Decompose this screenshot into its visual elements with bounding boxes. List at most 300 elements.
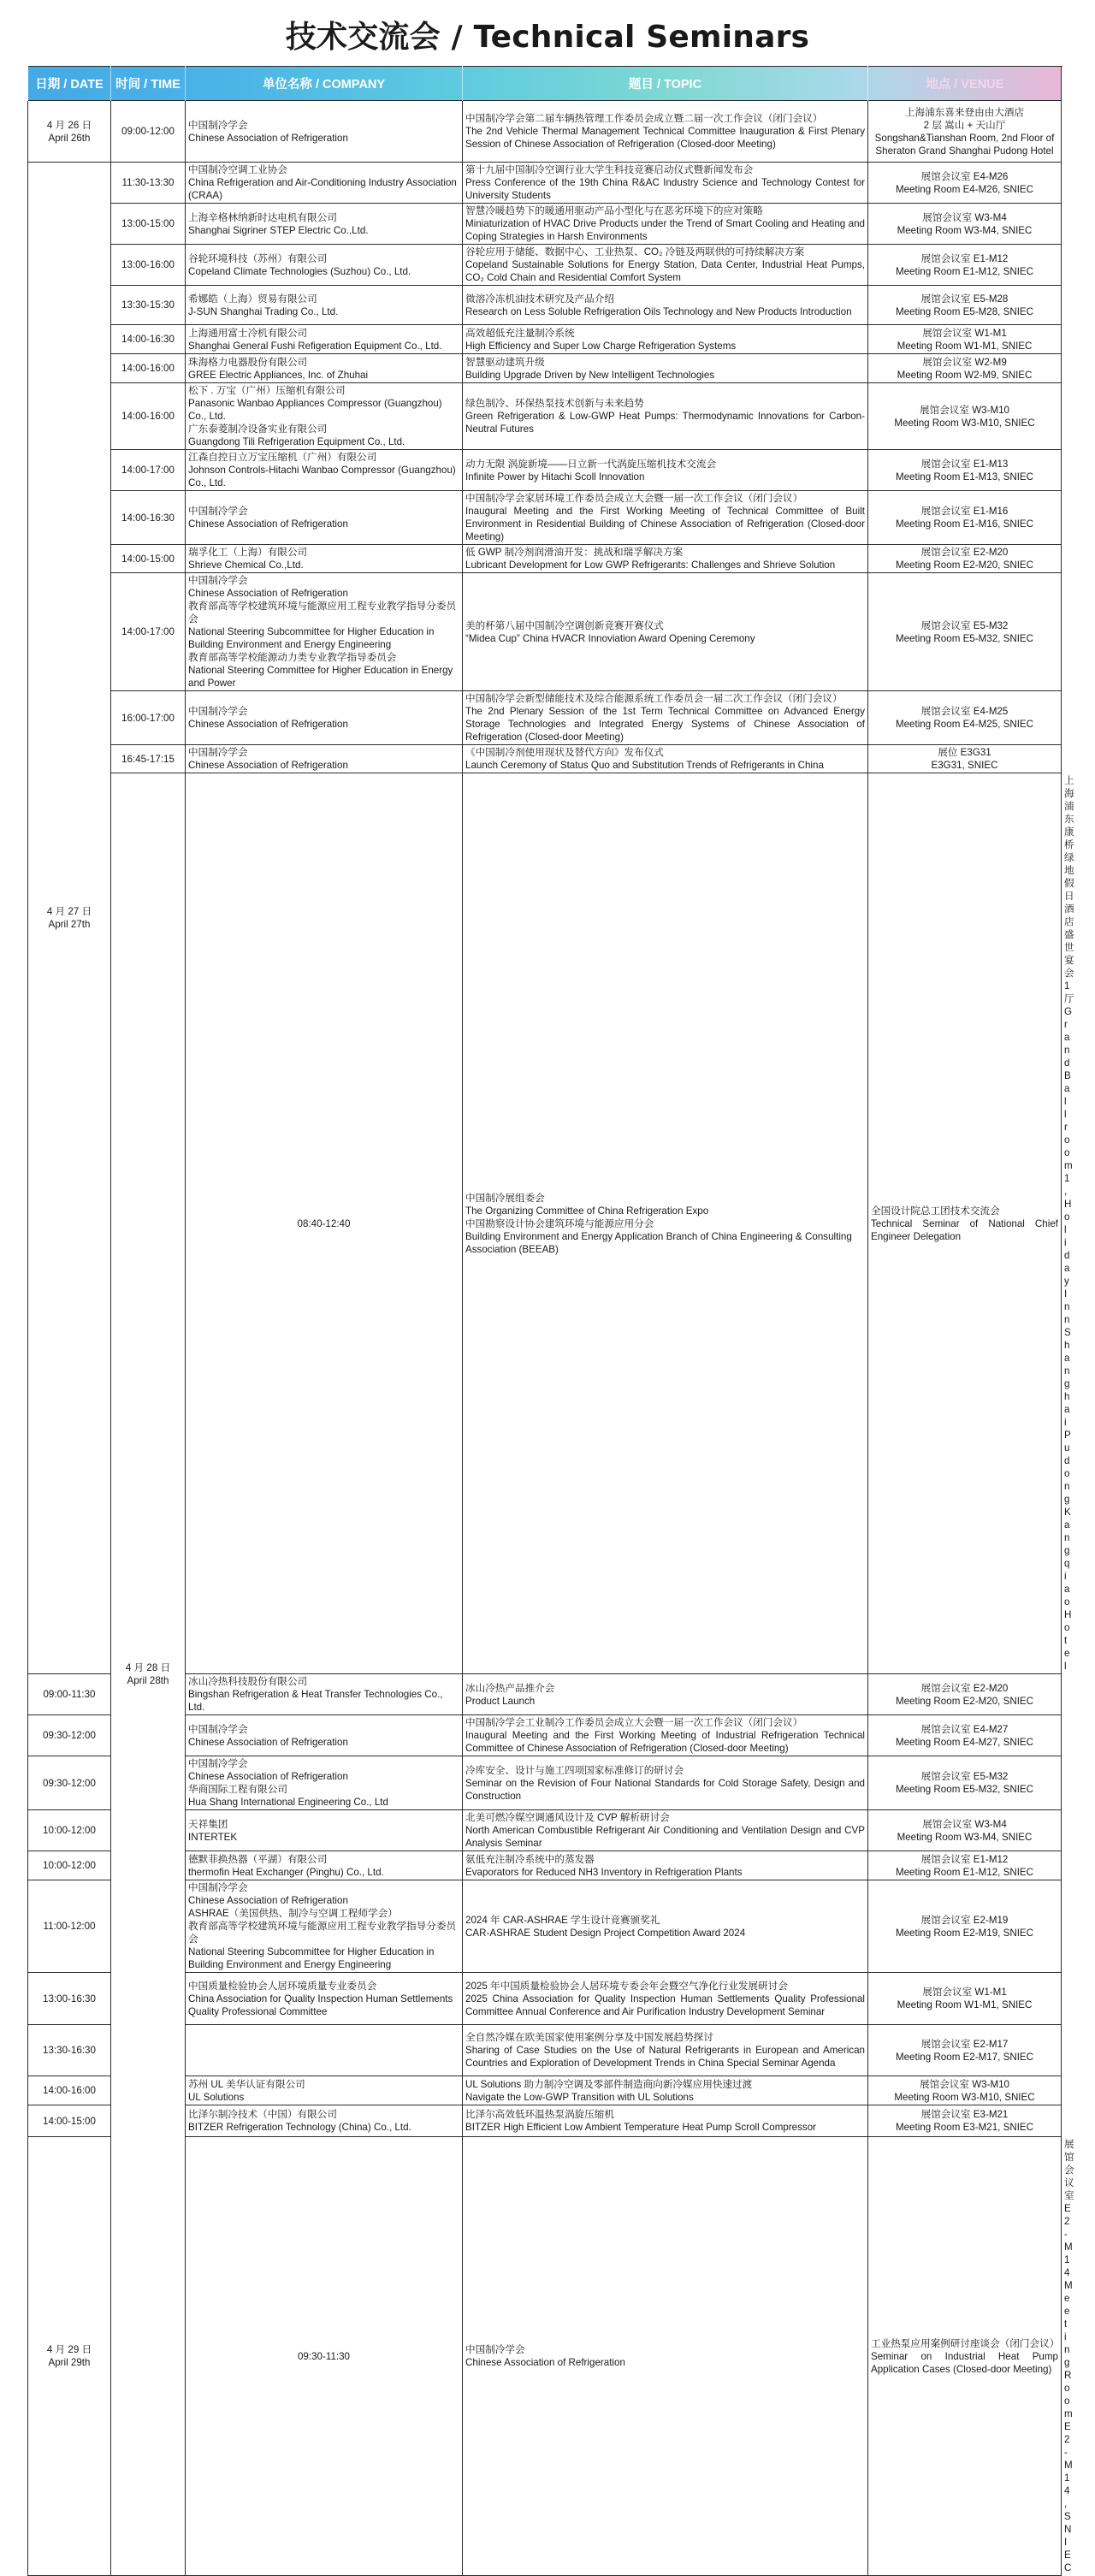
topic-cell bbox=[463, 450, 868, 491]
topic-line: 全国设计院总工团技术交流会 bbox=[871, 1205, 1000, 1217]
time-cell: 13:30-16:30 bbox=[28, 2025, 111, 2076]
topic-line: 第十九届中国制冷空调行业大学生科技竞赛启动仪式暨新闻发布会 bbox=[465, 164, 754, 175]
company-line: 松下 . 万宝（广州）压缩机有限公司 bbox=[188, 385, 346, 396]
venue-cell bbox=[868, 691, 1062, 745]
time-cell: 16:00-17:00 bbox=[111, 691, 186, 745]
venue-cell bbox=[868, 2105, 1062, 2137]
company-line: Chinese Association of Refrigeration bbox=[188, 1771, 348, 1782]
venue-line: 上海浦东喜来登由由大酒店 bbox=[904, 106, 1025, 118]
table-row: 4 月 29 日 April 29th 09:30-11:30 中国制冷学会 Chinese Association of Refrigeration 工业热泵应用案例研讨座谈会（闭门会议） Seminar on Industrial Heat Pump Application Cases (Closed-door Meeting) 展馆会议室 E2-M14 Meeting Room E2-M14, SNIEC bbox=[28, 2137, 1062, 2576]
company-line: UL Solutions bbox=[188, 2091, 245, 2103]
header-row bbox=[28, 67, 1062, 101]
company-line: 德默菲换热器（平湖）有限公司 bbox=[188, 1853, 328, 1865]
company-line: 教育部高等学校建筑环境与能源应用工程专业教学指导分委员会 bbox=[188, 601, 457, 625]
topic-line: 动力无限 涡旋新境——日立新一代涡旋压缩机技术交流会 bbox=[465, 458, 717, 470]
topic-line: Sharing of Case Studies on the Use of Natural Refrigerants in European and American Countries and Exploration of Development Trends in China Special Seminar Agenda bbox=[465, 2045, 865, 2069]
topic-line: 谷轮应用于储能、数据中心、工业热泵、CO₂ 冷链及两联供的可持续解决方案 bbox=[465, 246, 805, 258]
venue-line: 展馆会议室 E2-M20 bbox=[920, 1682, 1009, 1694]
table-row bbox=[28, 491, 1062, 545]
venue-line: 展馆会议室 W3-M10 bbox=[920, 404, 1009, 416]
table-row bbox=[28, 101, 1062, 163]
company-line: 希娜皓（上海）贸易有限公司 bbox=[188, 293, 317, 305]
topic-line: Product Launch bbox=[465, 1695, 536, 1707]
topic-line: 中国制冷学会工业制冷工作委员会成立大会暨一届一次工作会议（闭门会议） bbox=[465, 1717, 803, 1728]
topic-cell bbox=[463, 163, 868, 204]
company-line: 中国勘察设计协会建筑环境与能源应用分会 bbox=[465, 1217, 654, 1229]
topic-cell bbox=[463, 545, 868, 573]
company-line: BITZER Refrigeration Technology (China) Co., Ltd. bbox=[188, 2122, 411, 2133]
topic-line: 绿色制冷、环保热泵技术创新与未来趋势 bbox=[465, 398, 644, 409]
venue-line: 展馆会议室 W2-M9 bbox=[922, 356, 1007, 368]
d26-line: April 26th bbox=[48, 132, 91, 144]
time-cell: 13:00-16:00 bbox=[111, 245, 186, 286]
company-line: 比泽尔制冷技术（中国）有限公司 bbox=[188, 2109, 337, 2120]
time-cell: 09:00-12:00 bbox=[111, 101, 186, 163]
topic-cell bbox=[463, 1973, 868, 2025]
topic-cell bbox=[463, 286, 868, 325]
venue-cell bbox=[868, 1851, 1062, 1880]
topic-line: CAR-ASHRAE Student Design Project Competition Award 2024 bbox=[465, 1927, 746, 1939]
time-cell: 14:00-16:30 bbox=[111, 325, 186, 354]
venue-line: Meeting Room E2-M19, SNIEC bbox=[895, 1927, 1034, 1939]
time-cell: 14:00-16:00 bbox=[111, 383, 186, 450]
company-line: Chinese Association of Refrigeration bbox=[188, 588, 348, 599]
venue-line: 展馆会议室 E5-M28 bbox=[920, 293, 1009, 305]
company-line: China Association for Quality Inspection Human Settlements Quality Professional Committee bbox=[188, 1993, 453, 2017]
table-row bbox=[28, 450, 1062, 491]
company-line: J-SUN Shanghai Trading Co., Ltd. bbox=[188, 305, 339, 317]
venue-line: Meeting Room E4-M25, SNIEC bbox=[895, 719, 1034, 730]
topic-line: 北美可燃冷媒空调通风设计及 CVP 解析研讨会 bbox=[465, 1812, 670, 1823]
venue-line: Meeting Room E5-M32, SNIEC bbox=[895, 1784, 1034, 1795]
topic-line: 全自然冷媒在欧美国家使用案例分享及中国发展趋势探讨 bbox=[465, 2032, 713, 2043]
company-line: Chinese Association of Refrigeration bbox=[188, 1736, 348, 1748]
company-cell bbox=[186, 573, 463, 691]
venue-line: Meeting Room E4-M26, SNIEC bbox=[895, 183, 1034, 195]
venue-line: Meeting Room W3-M4, SNIEC bbox=[897, 224, 1033, 236]
company-line: 华商国际工程有限公司 bbox=[188, 1784, 287, 1795]
venue-line: Meeting Room W2-M9, SNIEC bbox=[897, 369, 1033, 381]
topic-cell bbox=[463, 2105, 868, 2137]
venue-line: 展馆会议室 E1-M16 bbox=[920, 506, 1009, 517]
venue-line: Meeting Room E1-M12, SNIEC bbox=[895, 265, 1034, 277]
table-row bbox=[28, 545, 1062, 573]
time-cell: 14:00-17:00 bbox=[111, 450, 186, 491]
topic-cell bbox=[463, 691, 868, 745]
topic-cell bbox=[463, 573, 868, 691]
company-cell bbox=[186, 1851, 463, 1880]
company-cell bbox=[186, 1973, 463, 2025]
time-cell: 14:00-16:00 bbox=[111, 354, 186, 383]
venue-line: Meeting Room W3-M4, SNIEC bbox=[897, 1831, 1033, 1843]
company-cell bbox=[186, 691, 463, 745]
company-line: National Steering Subcommittee for Higher Education in Building Environment and Energy Engineering bbox=[188, 626, 435, 650]
topic-line: Press Conference of the 19th China R&AC Industry Science and Technology Contest for University Students bbox=[465, 177, 865, 201]
topic-line: 2025 年中国质量检验协会人居环境专委会年会暨空气净化行业发展研讨会 bbox=[465, 1980, 788, 1992]
venue-line: Meeting Room E5-M32, SNIEC bbox=[895, 632, 1034, 644]
table-row bbox=[28, 163, 1062, 204]
venue-cell bbox=[868, 545, 1062, 573]
company-line: The Organizing Committee of China Refrigeration Expo bbox=[465, 1205, 709, 1217]
venue-cell bbox=[868, 1880, 1062, 1973]
company-line: 上海辛格林纳新时达电机有限公司 bbox=[188, 211, 337, 223]
seminar-table bbox=[27, 66, 1074, 2576]
venue-cell bbox=[868, 450, 1062, 491]
company-cell bbox=[186, 245, 463, 286]
topic-line: Building Upgrade Driven by New Intelligent Technologies bbox=[465, 369, 715, 381]
topic-cell bbox=[463, 1810, 868, 1851]
company-line: 珠海格力电器股份有限公司 bbox=[188, 356, 308, 368]
company-cell bbox=[463, 2137, 868, 2576]
company-cell bbox=[186, 2105, 463, 2137]
company-line: 上海通用富士冷机有限公司 bbox=[188, 327, 308, 339]
venue-cell bbox=[868, 573, 1062, 691]
company-line: 中国制冷学会 bbox=[188, 747, 248, 758]
company-line: 苏州 UL 美华认证有限公司 bbox=[188, 2078, 305, 2090]
venue-line: Meeting Room E4-M27, SNIEC bbox=[895, 1736, 1034, 1748]
time-cell: 11:00-12:00 bbox=[28, 1880, 111, 1973]
company-line: Chinese Association of Refrigeration bbox=[188, 518, 348, 530]
d28-line: 4 月 28 日 bbox=[125, 1662, 171, 1673]
topic-line: North American Combustible Refrigerant Air Conditioning and Ventilation Design and CVP Analysis Seminar bbox=[465, 1825, 865, 1849]
company-line: Guangdong Tili Refrigeration Equipment Co., Ltd. bbox=[188, 436, 405, 447]
table-row bbox=[28, 691, 1062, 745]
company-cell bbox=[186, 354, 463, 383]
company-line: 教育部高等学校建筑环境与能源应用工程专业教学指导分委员会 bbox=[188, 1921, 457, 1945]
company-line: Panasonic Wanbao Appliances Compressor (Guangzhou) Co., Ltd. bbox=[188, 398, 442, 422]
topic-line: 冰山冷热产品推介会 bbox=[465, 1682, 555, 1694]
company-line: 教育部高等学校能源动力类专业教学指导委员会 bbox=[188, 652, 397, 663]
company-line: 中国制冷学会 bbox=[465, 2344, 525, 2355]
table-row bbox=[28, 325, 1062, 354]
venue-cell bbox=[868, 1973, 1062, 2025]
topic-line: Technical Seminar of National Chief Engineer Delegation bbox=[871, 1217, 1058, 1242]
topic-line: Seminar on the Revision of Four National Standards for Cold Storage Safety, Design and Construction bbox=[465, 1777, 865, 1802]
company-line: 中国制冷学会 bbox=[188, 1723, 248, 1735]
venue-cell bbox=[868, 1756, 1062, 1810]
venue-cell bbox=[868, 325, 1062, 354]
company-cell bbox=[186, 101, 463, 163]
company-line: thermofin Heat Exchanger (Pinghu) Co., Ltd. bbox=[188, 1866, 384, 1878]
d29-line: April 29th bbox=[48, 2357, 91, 2368]
venue-cell bbox=[868, 204, 1062, 245]
header-topic: 题目 / TOPIC bbox=[463, 67, 868, 101]
topic-line: 智慧冷暖趋势下的暖通用驱动产品小型化与在恶劣环境下的应对策略 bbox=[465, 205, 763, 216]
topic-cell bbox=[868, 2137, 1062, 2576]
topic-line: 智慧驱动建筑升级 bbox=[465, 356, 545, 368]
company-line: Hua Shang International Engineering Co., Ltd bbox=[188, 1797, 388, 1808]
topic-line: 《中国制冷剂使用现状及替代方向》发布仪式 bbox=[465, 747, 664, 758]
table-row bbox=[28, 286, 1062, 325]
topic-line: 中国制冷学会新型储能技术及综合能源系统工作委员会一届二次工作会议（闭门会议） bbox=[465, 693, 843, 704]
venue-cell bbox=[868, 286, 1062, 325]
venue-cell bbox=[868, 1715, 1062, 1756]
company-line: 谷轮环境科技（苏州）有限公司 bbox=[188, 252, 328, 264]
company-cell bbox=[186, 745, 463, 773]
company-line: 中国制冷学会 bbox=[188, 506, 248, 517]
venue-line: Meeting Room E1-M12, SNIEC bbox=[895, 1866, 1034, 1878]
d27-line: 4 月 27 日 bbox=[46, 906, 92, 917]
topic-cell bbox=[463, 204, 868, 245]
time-cell: 14:00-17:00 bbox=[111, 573, 186, 691]
venue-line: 展馆会议室 E4-M27 bbox=[920, 1723, 1009, 1735]
topic-line: Miniaturization of HVAC Drive Products under the Trend of Smart Cooling and Heating and Coping Strategies in Harsh Environments bbox=[465, 218, 865, 242]
topic-line: Inaugural Meeting and the First Working Meeting of Technical Committee of Built Environment in Residential Building of Chinese Association of Refrigeration (Closed-door Meeting) bbox=[465, 506, 865, 542]
company-line: 中国制冷展组委会 bbox=[465, 1192, 545, 1204]
company-cell bbox=[186, 1756, 463, 1810]
topic-cell bbox=[463, 383, 868, 450]
topic-line: The 2nd Vehicle Thermal Management Technical Committee Inauguration & First Plenary Session of Chinese Association of Refrigeration (Closed-door Meeting) bbox=[465, 126, 865, 150]
venue-line: 展馆会议室 W1-M1 bbox=[922, 1987, 1007, 1998]
time-cell: 09:30-12:00 bbox=[28, 1715, 111, 1756]
topic-line: Navigate the Low-GWP Transition with UL Solutions bbox=[465, 2091, 694, 2103]
time-cell: 09:00-11:30 bbox=[28, 1674, 111, 1715]
venue-cell bbox=[868, 491, 1062, 545]
topic-cell bbox=[463, 354, 868, 383]
venue-cell bbox=[868, 354, 1062, 383]
time-cell: 10:00-12:00 bbox=[28, 1851, 111, 1880]
time-cell: 13:00-15:00 bbox=[111, 204, 186, 245]
topic-line: 高效超低充注量制冷系统 bbox=[465, 327, 575, 339]
company-line: 冰山冷热科技股份有限公司 bbox=[188, 1676, 308, 1687]
table-row bbox=[28, 573, 1062, 691]
table-row bbox=[28, 354, 1062, 383]
venue-line: 展馆会议室 W1-M1 bbox=[922, 327, 1007, 339]
header-time: 时间 / TIME bbox=[111, 67, 186, 101]
topic-cell bbox=[463, 245, 868, 286]
header-company: 单位名称 / COMPANY bbox=[186, 67, 463, 101]
topic-line: 美的杯第八届中国制冷空调创新竞赛开赛仪式 bbox=[465, 619, 664, 631]
table-body bbox=[28, 101, 1074, 2576]
topic-line: UL Solutions 助力制冷空调及零部件制造商向新冷媒应用快速过渡 bbox=[465, 2078, 753, 2090]
venue-line: Meeting Room E2-M20, SNIEC bbox=[895, 560, 1034, 571]
header-venue: 地点 / VENUE bbox=[868, 67, 1062, 101]
topic-line: Evaporators for Reduced NH3 Inventory in Refrigeration Plants bbox=[465, 1866, 743, 1878]
company-line: 中国制冷学会 bbox=[188, 706, 248, 717]
topic-line: 中国制冷学会第二届车辆热管理工作委员会成立暨二届一次工作会议（闭门会议） bbox=[465, 113, 823, 124]
company-cell bbox=[186, 325, 463, 354]
company-line: Shanghai Sigriner STEP Electric Co.,Ltd. bbox=[188, 224, 369, 236]
company-line: Bingshan Refrigeration & Heat Transfer Technologies Co., Ltd. bbox=[188, 1689, 443, 1713]
d28-line: April 28th bbox=[127, 1675, 169, 1686]
topic-line: 2024 年 CAR-ASHRAE 学生设计竞赛颁奖礼 bbox=[465, 1914, 660, 1926]
venue-line: 展馆会议室 E1-M12 bbox=[920, 252, 1009, 264]
company-cell bbox=[186, 1880, 463, 1973]
topic-line: Launch Ceremony of Status Quo and Substitution Trends of Refrigerants in China bbox=[465, 760, 824, 771]
topic-cell bbox=[463, 1851, 868, 1880]
company-line: Johnson Controls-Hitachi Wanbao Compressor (Guangzhou) Co., Ltd. bbox=[188, 465, 456, 489]
time-cell: 13:30-15:30 bbox=[111, 286, 186, 325]
topic-cell bbox=[463, 745, 868, 773]
venue-line: 展馆会议室 E5-M32 bbox=[920, 1771, 1009, 1782]
company-line: 天祥集团 bbox=[188, 1818, 228, 1830]
company-line: Chinese Association of Refrigeration bbox=[188, 719, 348, 730]
company-line: Chinese Association of Refrigeration bbox=[465, 2357, 625, 2368]
company-cell bbox=[186, 2025, 463, 2076]
date-cell bbox=[28, 2137, 111, 2576]
topic-line: 2025 China Association for Quality Inspection Human Settlements Quality Professional Committee Annual Conference and Air Purification Industry Development Seminar bbox=[465, 1993, 865, 2017]
company-cell bbox=[186, 204, 463, 245]
topic-cell bbox=[463, 1674, 868, 1715]
venue-line: E3G31, SNIEC bbox=[931, 760, 998, 771]
venue-line: Meeting Room E2-M20, SNIEC bbox=[895, 1695, 1034, 1707]
topic-cell bbox=[463, 325, 868, 354]
company-line: 广东泰菱制冷设备实业有限公司 bbox=[188, 423, 328, 435]
time-cell: 09:30-12:00 bbox=[28, 1756, 111, 1810]
company-line: GREE Electric Appliances, Inc. of Zhuhai bbox=[188, 369, 369, 381]
topic-line: 比泽尔高效低环温热泵涡旋压缩机 bbox=[465, 2109, 614, 2120]
table-row bbox=[28, 204, 1062, 245]
company-line: National Steering Subcommittee for Higher Education in Building Environment and Energy Engineering bbox=[188, 1946, 435, 1970]
venue-cell bbox=[868, 2025, 1062, 2076]
company-cell bbox=[186, 2076, 463, 2105]
d27-line: April 27th bbox=[48, 919, 91, 930]
venue-line: 展位 E3G31 bbox=[938, 747, 991, 758]
topic-line: 微溶冷冻机油技术研究及产品介绍 bbox=[465, 293, 614, 305]
company-line: 中国制冷学会 bbox=[188, 119, 248, 131]
venue-line: 展馆会议室 E1-M13 bbox=[920, 458, 1009, 470]
time-cell: 08:40-12:40 bbox=[186, 773, 463, 1674]
page-title: 技术交流会 / Technical Seminars bbox=[285, 20, 810, 55]
topic-line: Copeland Sustainable Solutions for Energy Station, Data Center, Industrial Heat Pumps, CO₂ Cold Chain and Residential Comfort System bbox=[465, 259, 865, 283]
venue-cell bbox=[868, 383, 1062, 450]
header-date: 日期 / DATE bbox=[28, 67, 111, 101]
company-line: Shrieve Chemical Co.,Ltd. bbox=[188, 560, 304, 571]
topic-cell bbox=[868, 773, 1062, 1674]
time-cell: 09:30-11:30 bbox=[186, 2137, 463, 2576]
company-line: 瑞孚化工（上海）有限公司 bbox=[188, 547, 308, 558]
venue-line: 展馆会议室 E2-M19 bbox=[920, 1914, 1009, 1926]
venue-line: Meeting Room W1-M1, SNIEC bbox=[897, 340, 1033, 352]
topic-cell bbox=[463, 1715, 868, 1756]
company-cell bbox=[186, 450, 463, 491]
venue-line: 展馆会议室 E3-M21 bbox=[920, 2109, 1009, 2120]
topic-line: 工业热泵应用案例研讨座谈会（闭门会议） bbox=[871, 2337, 1060, 2349]
company-line: Chinese Association of Refrigeration bbox=[188, 132, 348, 144]
topic-line: “Midea Cup” China HVACR Innoviation Award Opening Ceremony bbox=[465, 632, 755, 644]
company-line: 中国制冷学会 bbox=[188, 575, 248, 586]
venue-line: Meeting Room W1-M1, SNIEC bbox=[897, 1999, 1033, 2010]
venue-line: 展馆会议室 W3-M4 bbox=[922, 211, 1007, 223]
company-cell bbox=[186, 491, 463, 545]
time-cell: 11:30-13:30 bbox=[111, 163, 186, 204]
company-cell bbox=[463, 773, 868, 1674]
venue-cell bbox=[868, 2076, 1062, 2105]
topic-cell bbox=[463, 1756, 868, 1810]
topic-cell bbox=[463, 101, 868, 163]
company-line: Copeland Climate Technologies (Suzhou) Co., Ltd. bbox=[188, 265, 411, 277]
table-row bbox=[28, 245, 1062, 286]
date-cell bbox=[28, 163, 111, 1674]
company-line: National Steering Committee for Higher Education in Energy and Power bbox=[188, 665, 453, 689]
topic-line: Green Refrigeration & Low-GWP Heat Pumps: Thermodynamic Innovations for Carbon-Neutral Futures bbox=[465, 411, 865, 435]
venue-line: Meeting Room E5-M28, SNIEC bbox=[895, 305, 1034, 317]
time-cell: 14:00-15:00 bbox=[28, 2105, 111, 2137]
company-cell bbox=[186, 1674, 463, 1715]
company-line: Chinese Association of Refrigeration bbox=[188, 760, 348, 771]
table-row bbox=[28, 745, 1062, 773]
table-row: 4 月 28 日 April 28th 08:40-12:40 中国制冷展组委会 The Organizing Committee of China Refrigeration Expo 中国勘察设计协会建筑环境与能源应用分会 Building Environment and Energy Application Branch of China Engineering & Consulting Association (BEEAB) 全国设计院总工团技术交流会 Technical Seminar of National Chief Engineer Delegation 上海浦东康桥绿地假日酒店 盛世宴会 1 厅 Grand Ballroom 1, Holiday Inn Shanghai Pudong Kangqiao Hotel bbox=[28, 773, 1062, 1674]
company-cell bbox=[186, 286, 463, 325]
company-cell bbox=[186, 545, 463, 573]
company-cell bbox=[186, 383, 463, 450]
topic-line: Infinite Power by Hitachi Scoll Innovation bbox=[465, 471, 645, 483]
topic-line: The 2nd Plenary Session of the 1st Term Technical Committee on Advanced Energy Storage Technologies and Integrated Energy Systems of Chinese Association of Refrigeration (Closed-door Meeting) bbox=[465, 706, 865, 743]
venue-cell bbox=[868, 101, 1062, 163]
venue-cell bbox=[868, 745, 1062, 773]
company-line: 中国制冷学会 bbox=[188, 1882, 248, 1893]
venue-cell bbox=[868, 1674, 1062, 1715]
topic-line: Seminar on Industrial Heat Pump Application Cases (Closed-door Meeting) bbox=[871, 2350, 1058, 2375]
time-cell: 14:00-16:00 bbox=[28, 2076, 111, 2105]
venue-line: Meeting Room W3-M10, SNIEC bbox=[894, 2091, 1035, 2103]
venue-line: 展馆会议室 W3-M10 bbox=[920, 2078, 1009, 2090]
time-cell: 16:45-17:15 bbox=[111, 745, 186, 773]
company-line: Shanghai General Fushi Refigeration Equipment Co., Ltd. bbox=[188, 340, 442, 352]
company-line: Chinese Association of Refrigeration bbox=[188, 1895, 348, 1906]
date-cell bbox=[28, 101, 111, 163]
company-line: ASHRAE（美国供热、制冷与空调工程师学会） bbox=[188, 1908, 398, 1919]
topic-line: Research on Less Soluble Refrigeration Oils Technology and New Products Introduction bbox=[465, 305, 852, 317]
venue-line: 展馆会议室 W3-M4 bbox=[922, 1818, 1007, 1830]
venue-cell bbox=[868, 1810, 1062, 1851]
topic-cell bbox=[463, 491, 868, 545]
company-cell bbox=[186, 1715, 463, 1756]
venue-line: 展馆会议室 E5-M32 bbox=[920, 619, 1009, 631]
company-line: Building Environment and Energy Application Branch of China Engineering & Consulting Association (BEEAB) bbox=[465, 1230, 852, 1255]
company-line: China Refrigeration and Air-Conditioning Industry Association (CRAA) bbox=[188, 177, 457, 201]
venue-cell bbox=[868, 163, 1062, 204]
company-line: 中国制冷学会 bbox=[188, 1758, 248, 1769]
venue-line: 展馆会议室 E4-M26 bbox=[920, 170, 1009, 182]
topic-line: High Efficiency and Super Low Charge Refrigeration Systems bbox=[465, 340, 737, 352]
venue-line: 2 层 嵩山 + 天山厅 bbox=[923, 119, 1006, 131]
time-cell: 13:00-16:30 bbox=[28, 1973, 111, 2025]
topic-line: 氨低充注制冷系统中的蒸发器 bbox=[465, 1853, 595, 1865]
company-line: 中国质量检验协会人居环境质量专业委员会 bbox=[188, 1980, 377, 1992]
topic-cell bbox=[463, 2025, 868, 2076]
table-row bbox=[28, 383, 1062, 450]
venue-line: 展馆会议室 E2-M20 bbox=[920, 547, 1009, 558]
venue-line: Meeting Room E3-M21, SNIEC bbox=[895, 2122, 1034, 2133]
venue-line: 展馆会议室 E4-M25 bbox=[920, 706, 1009, 717]
topic-line: Inaugural Meeting and the First Working Meeting of Industrial Refrigeration Technical Committee of Chinese Association of Refrigeration (Closed-door Meeting) bbox=[465, 1730, 865, 1754]
time-cell: 14:00-16:30 bbox=[111, 491, 186, 545]
venue-line: Meeting Room W3-M10, SNIEC bbox=[894, 417, 1035, 429]
venue-line: Meeting Room E1-M16, SNIEC bbox=[895, 518, 1034, 530]
company-cell bbox=[186, 1810, 463, 1851]
topic-line: BITZER High Efficient Low Ambient Temperature Heat Pump Scroll Compressor bbox=[465, 2122, 817, 2133]
topic-line: Lubricant Development for Low GWP Refrigerants: Challenges and Shrieve Solution bbox=[465, 560, 836, 571]
venue-line: 展馆会议室 E1-M12 bbox=[920, 1853, 1009, 1865]
topic-cell bbox=[463, 2076, 868, 2105]
d29-line: 4 月 29 日 bbox=[46, 2344, 92, 2355]
company-line: 江森自控日立万宝压缩机（广州）有限公司 bbox=[188, 452, 377, 463]
time-cell: 10:00-12:00 bbox=[28, 1810, 111, 1851]
topic-line: 冷库安全、设计与施工四项国家标准修订的研讨会 bbox=[465, 1764, 684, 1776]
date-cell bbox=[111, 773, 186, 2576]
topic-line: 低 GWP 制冷剂润滑油开发：挑战和瑞孚解决方案 bbox=[465, 547, 684, 558]
time-cell: 14:00-15:00 bbox=[111, 545, 186, 573]
company-line: INTERTEK bbox=[188, 1831, 238, 1843]
venue-cell bbox=[868, 245, 1062, 286]
d26-line: 4 月 26 日 bbox=[46, 119, 92, 131]
venue-line: 展馆会议室 E2-M17 bbox=[920, 2038, 1009, 2050]
venue-line: Songshan&Tianshan Room, 2nd Floor of Sheraton Grand Shanghai Pudong Hotel bbox=[874, 132, 1055, 157]
venue-line: Meeting Room E2-M17, SNIEC bbox=[895, 2051, 1034, 2063]
topic-line: 中国制冷学会家居环境工作委员会成立大会暨一届一次工作会议（闭门会议） bbox=[465, 493, 803, 504]
company-line: 中国制冷空调工业协会 bbox=[188, 164, 287, 175]
